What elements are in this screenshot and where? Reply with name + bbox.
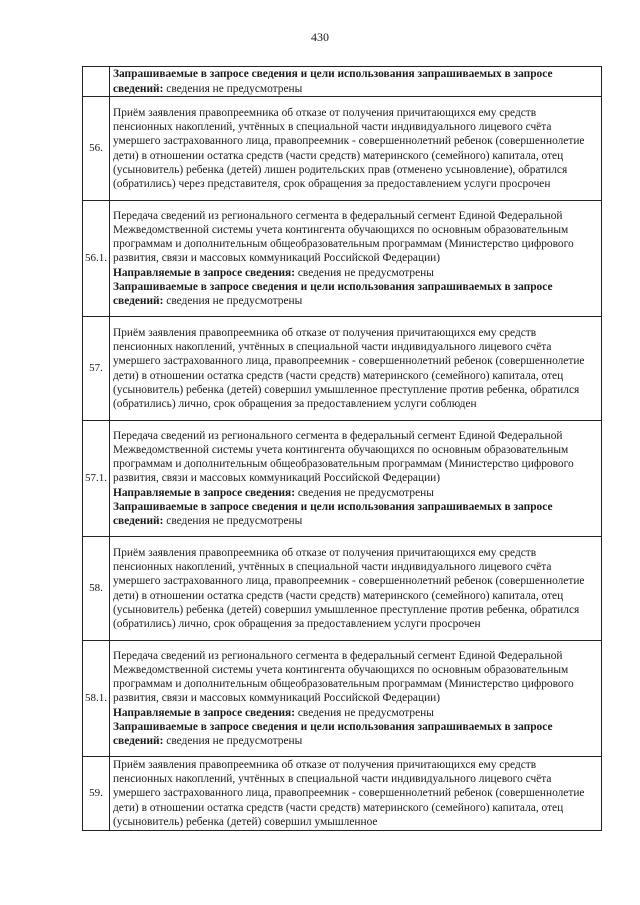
sent-info-value: сведения не предусмотрены (297, 486, 434, 499)
requested-info-value: сведения не предусмотрены (166, 735, 303, 747)
row-content (110, 641, 602, 757)
requested-info-label: Запрашиваемые в запросе сведения и цели использования запрашиваемых в запросе сведений: (113, 720, 553, 747)
row-number: 59. (83, 757, 110, 831)
row-description: Приём заявления правопреемника об отказе от получения причитающихся ему средств пенсионных накоплений, учтённых в специальной части индивидуального лицевого счёта умершего застрахованного лица, правопреемник - совершеннолетний ребенок (совершеннолетие дети) в отношении остатка средств (части средств) материнского (семейного) капитала, отец (усыновитель) ребенка (детей) лишен родительских прав (отменено усыновление), обратился (обратились) через представителя, срок обращения за предоставлением услуги просрочен (113, 106, 585, 190)
row-description: Передача сведений из регионального сегмента в федеральный сегмент Единой Федеральной Межведомственной системы учета контингента обучающихся по основным образовательным программам и дополнительным общеобразовательным программам (Министерство цифрового развития, связи и массовых коммуникаций Российской Федерации) (113, 209, 574, 265)
table-row (83, 67, 602, 97)
requested-info-label: Запрашиваемые в запросе сведения и цели использования запрашиваемых в запросе сведений: (113, 500, 553, 527)
sent-info-line (113, 486, 598, 500)
document-table (82, 66, 602, 831)
row-number: 56. (83, 97, 110, 201)
requested-info-value: сведения не предусмотрены (166, 82, 303, 95)
sent-info-line (113, 266, 598, 280)
requested-info-line (113, 500, 598, 528)
requested-info-line (113, 67, 598, 95)
table-row (83, 641, 602, 757)
sent-info-line (113, 706, 598, 720)
row-description: Приём заявления правопреемника об отказе от получения причитающихся ему средств пенсионных накоплений, учтённых в специальной части индивидуального лицевого счёта умершего застрахованного лица, правопреемник - совершеннолетний ребенок (совершеннолетие дети) в отношении остатка средств (части средств) материнского (семейного) капитала, отец (усыновитель) ребенка (детей) совершил умышленное (113, 758, 585, 828)
page-number: 430 (311, 30, 329, 44)
table-row (83, 317, 602, 421)
sent-info-value: сведения не предусмотрены (297, 266, 434, 279)
table-row (83, 421, 602, 537)
row-number (83, 67, 110, 97)
requested-info-value: сведения не предусмотрены (166, 295, 303, 307)
row-content (110, 97, 602, 201)
table-row (83, 757, 602, 831)
row-number: 57.1. (83, 421, 110, 537)
requested-info-value: сведения не предусмотрены (166, 515, 303, 527)
sent-info-label: Направляемые в запросе сведения: (113, 706, 295, 719)
requested-info-line (113, 280, 598, 308)
requested-info-label: Запрашиваемые в запросе сведения и цели использования запрашиваемых в запросе сведений: (113, 280, 553, 307)
sent-info-label: Направляемые в запросе сведения: (113, 266, 295, 279)
row-content (110, 201, 602, 317)
requested-info-label: Запрашиваемые в запросе сведения и цели использования запрашиваемых в запросе сведений: (113, 68, 553, 95)
table-row (83, 537, 602, 641)
row-content (110, 67, 602, 97)
row-content (110, 421, 602, 537)
row-content (110, 537, 602, 641)
row-description: Передача сведений из регионального сегмента в федеральный сегмент Единой Федеральной Межведомственной системы учета контингента обучающихся по основным образовательным программам и дополнительным общеобразовательным программам (Министерство цифрового развития, связи и массовых коммуникаций Российской Федерации) (113, 429, 574, 485)
row-content (110, 757, 602, 831)
sent-info-value: сведения не предусмотрены (297, 706, 434, 719)
sent-info-label: Направляемые в запросе сведения: (113, 486, 295, 499)
row-number: 56.1. (83, 201, 110, 317)
row-description: Передача сведений из регионального сегмента в федеральный сегмент Единой Федеральной Межведомственной системы учета контингента обучающихся по основным образовательным программам и дополнительным общеобразовательным программам (Министерство цифрового развития, связи и массовых коммуникаций Российской Федерации) (113, 649, 574, 705)
table-row (83, 201, 602, 317)
row-number: 58. (83, 537, 110, 641)
requested-info-line (113, 720, 598, 748)
row-description: Приём заявления правопреемника об отказе от получения причитающихся ему средств пенсионных накоплений, учтённых в специальной части индивидуального лицевого счёта умершего застрахованного лица, правопреемник - совершеннолетний ребенок (совершеннолетие дети) в отношении остатка средств (части средств) материнского (семейного) капитала, отец (усыновитель) ребенка (детей) совершил умышленное преступление против ребенка, обратился (обратились) лично, срок обращения за предоставлением услуги соблюден (113, 326, 585, 410)
row-content (110, 317, 602, 421)
row-number: 58.1. (83, 641, 110, 757)
row-number: 57. (83, 317, 110, 421)
row-description: Приём заявления правопреемника об отказе от получения причитающихся ему средств пенсионных накоплений, учтённых в специальной части индивидуального лицевого счёта умершего застрахованного лица, правопреемник - совершеннолетний ребенок (совершеннолетие дети) в отношении остатка средств (части средств) материнского (семейного) капитала, отец (усыновитель) ребенка (детей) совершил умышленное преступление против ребенка, обратился (обратились) лично, срок обращения за предоставлением услуги просрочен (113, 546, 585, 630)
table-row (83, 97, 602, 201)
